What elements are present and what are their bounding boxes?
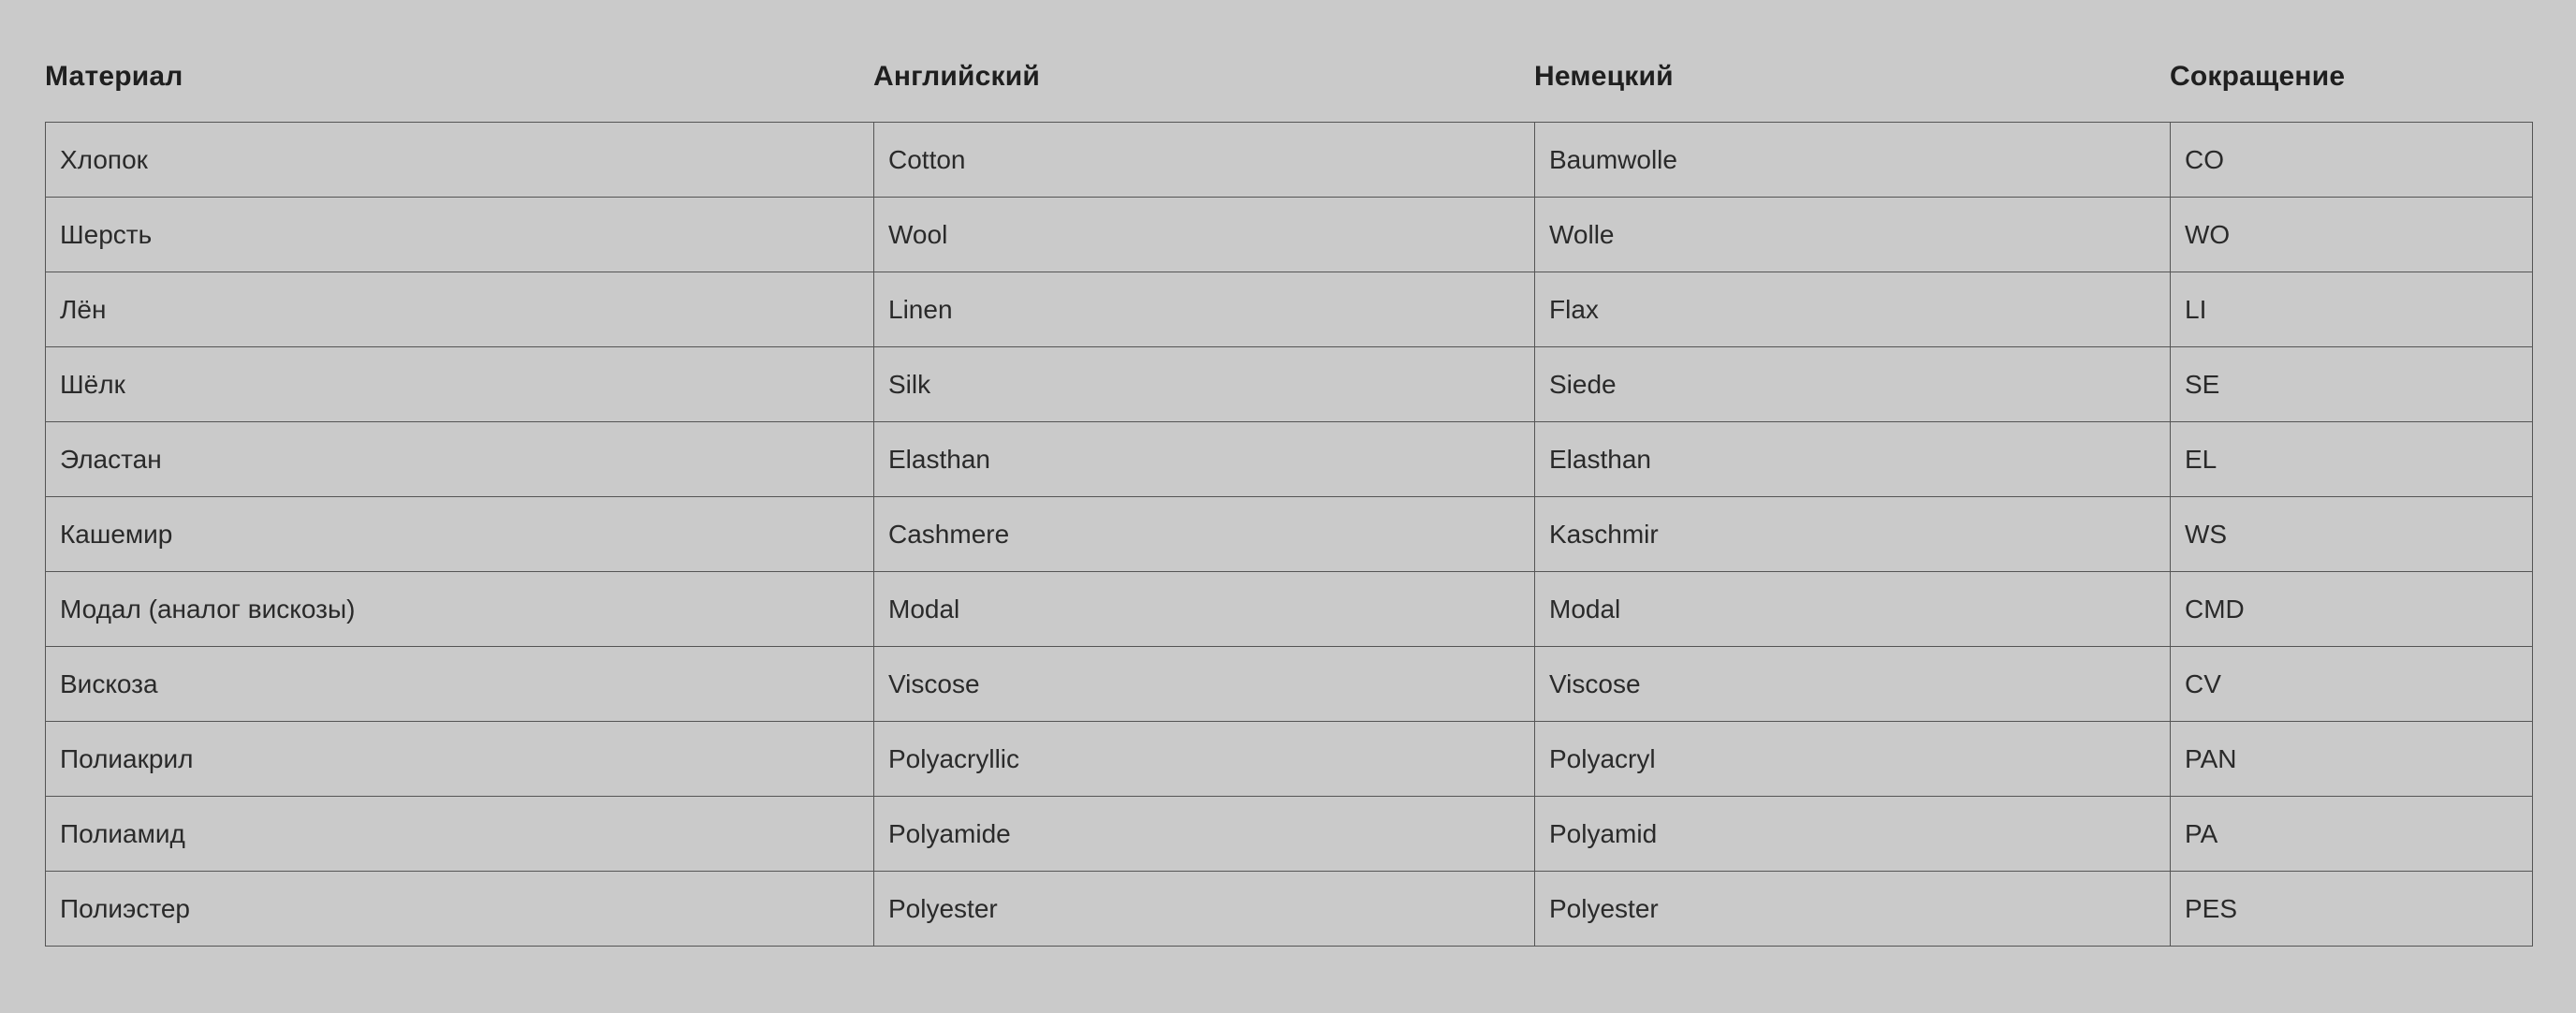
table-row	[46, 123, 2533, 198]
cell-abbreviation: PES	[2171, 872, 2533, 947]
cell-abbreviation: PA	[2171, 797, 2533, 872]
cell-material: Эластан	[46, 422, 874, 497]
cell-material: Полиэстер	[46, 872, 874, 947]
cell-abbreviation: EL	[2171, 422, 2533, 497]
cell-abbreviation: WS	[2171, 497, 2533, 572]
cell-abbreviation: CMD	[2171, 572, 2533, 647]
cell-german: Polyamid	[1535, 797, 2171, 872]
cell-abbreviation: CO	[2171, 123, 2533, 198]
cell-english: Viscose	[874, 647, 1535, 722]
table-row	[46, 347, 2533, 422]
cell-english: Cashmere	[874, 497, 1535, 572]
cell-german: Viscose	[1535, 647, 2171, 722]
cell-material: Хлопок	[46, 123, 874, 198]
cell-english: Modal	[874, 572, 1535, 647]
table-row	[46, 797, 2533, 872]
cell-german: Siede	[1535, 347, 2171, 422]
cell-english: Wool	[874, 198, 1535, 272]
cell-german: Polyester	[1535, 872, 2171, 947]
header-abbreviation: Сокращение	[2170, 61, 2346, 92]
cell-english: Elasthan	[874, 422, 1535, 497]
cell-english: Polyester	[874, 872, 1535, 947]
cell-material: Лён	[46, 272, 874, 347]
materials-table-container	[45, 0, 2532, 947]
cell-material: Модал (аналог вискозы)	[46, 572, 874, 647]
cell-abbreviation: WO	[2171, 198, 2533, 272]
table-header-row	[45, 0, 2532, 122]
cell-abbreviation: LI	[2171, 272, 2533, 347]
cell-abbreviation: SE	[2171, 347, 2533, 422]
cell-german: Modal	[1535, 572, 2171, 647]
cell-material: Полиакрил	[46, 722, 874, 797]
cell-abbreviation: CV	[2171, 647, 2533, 722]
cell-english: Silk	[874, 347, 1535, 422]
header-english: Английский	[873, 61, 1041, 92]
cell-german: Polyacryl	[1535, 722, 2171, 797]
cell-material: Шерсть	[46, 198, 874, 272]
cell-material: Шёлк	[46, 347, 874, 422]
cell-german: Kaschmir	[1535, 497, 2171, 572]
table-row	[46, 572, 2533, 647]
header-material: Материал	[45, 61, 183, 92]
cell-abbreviation: PAN	[2171, 722, 2533, 797]
table-row	[46, 422, 2533, 497]
table-row	[46, 497, 2533, 572]
table-row	[46, 647, 2533, 722]
cell-german: Wolle	[1535, 198, 2171, 272]
table-row	[46, 272, 2533, 347]
table-row	[46, 872, 2533, 947]
table-row	[46, 198, 2533, 272]
cell-english: Polyamide	[874, 797, 1535, 872]
cell-material: Вискоза	[46, 647, 874, 722]
cell-german: Baumwolle	[1535, 123, 2171, 198]
cell-material: Полиамид	[46, 797, 874, 872]
cell-german: Elasthan	[1535, 422, 2171, 497]
cell-german: Flax	[1535, 272, 2171, 347]
table-row	[46, 722, 2533, 797]
header-german: Немецкий	[1534, 61, 1674, 92]
cell-english: Cotton	[874, 123, 1535, 198]
materials-table	[45, 122, 2533, 947]
cell-english: Polyacryllic	[874, 722, 1535, 797]
cell-english: Linen	[874, 272, 1535, 347]
cell-material: Кашемир	[46, 497, 874, 572]
